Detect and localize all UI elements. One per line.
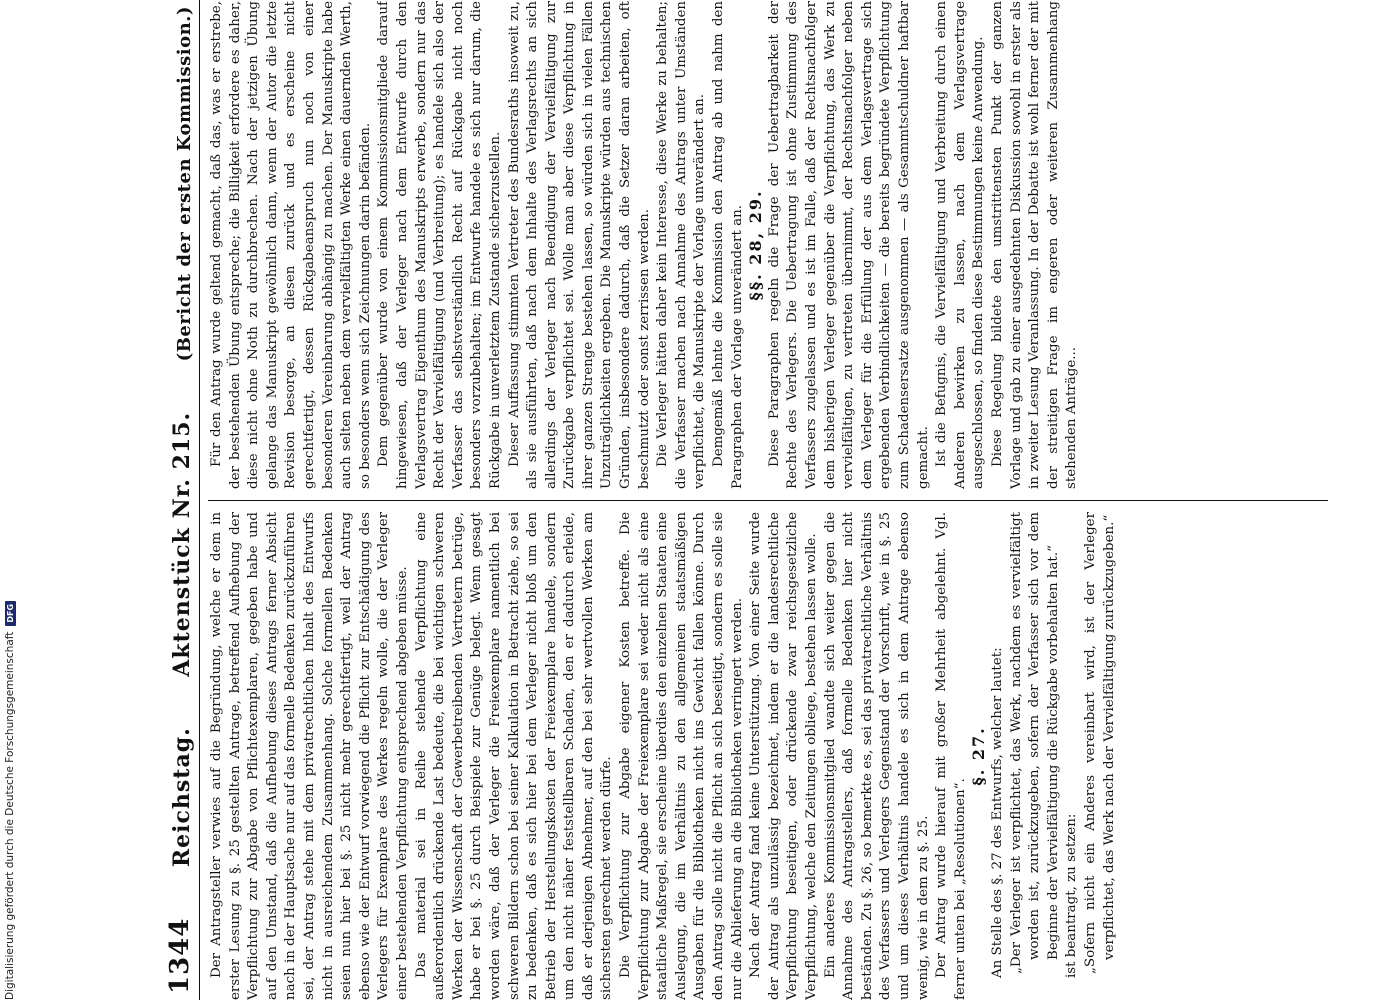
paragraph: An Stelle des §. 27 des Entwurfs, welcher lautet: xyxy=(989,647,1005,978)
column-divider xyxy=(208,500,1328,501)
paragraph: Das material sei in Reihe stehende Verpflichtung eine außerordentlich drückende Last bedeute, die bei wichtigen schweren Werken der Wissenschaft der Gewerbetreibenden Vertretern betrüge, habe er bei §. 25 durch Beispiele zur Genüge belegt. Wenn gesagt worden wäre, daß der Verleger die Freiexemplare namentlich bei schweren Bildern schon bei seiner Kalkulation in Betracht ziehe, so sei zu bedenken, daß es sich hier bei dem Verleger nicht bloß um den Betrieb der Herstellungskosten der Freiexemplare handele, sondern um den nicht näher feststellbaren Schaden, den er dadurch erleide, daß er derjenigen Abnehmer, auf den bei sehr wertvollen Werken am sichersten gerechnet werden dürfe. xyxy=(413,512,615,1000)
paragraph: ist beantragt, zu setzen: xyxy=(1064,813,1080,978)
paragraph: Die Verleger hätten daher kein Interesse, diese Werke zu behalten; die Verfasser machen nach Annahme des Antrags unter Umständen verpflichtet, die Manuskripte der Vorlage unverändert an. xyxy=(655,1,708,489)
paragraph: Diese Regelung bildete den umstrittensten Punkt der ganzen Vorlage und gab zu einer ausgedehnten Diskussion sowohl in erster als in zweiter Lesung Veranlassung. In der Debatte ist wohl ferner der mit der streitigen Frage im engeren oder weiteren Zusammenhang stehenden Anträge... xyxy=(989,1,1080,489)
paragraph: Der Antrag wurde hierauf mit großer Mehrheit abgelehnt. Vgl. ferner unten bei „Resolutionen“. xyxy=(934,512,968,1000)
digitization-footer xyxy=(2,0,18,1000)
paragraph: Der Antragsteller verwies auf die Begründung, welche er dem in erster Lesung zu §. 25 gestellten Antrage, betreffend Aufhebung der Verpflichtung zur Abgabe von Pflichtexemplaren, gegeben habe und auf den Umstand, daß die Aufhebung dieses Antrags ferner Absicht nach in der Hauptsache nur auf das formelle Bedenken zurückzuführen sei, der Antrag stehe mit dem privatrechtlichen Inhalt des Entwurfs nicht in ausreichendem Zusammenhang. Solche formellen Bedenken seien nun hier bei §. 25 nicht mehr gerechtfertigt, weil der Antrag ebenso wie der Entwurf vorwiegend die Pflicht zur Entschädigung des Verlegers für Exemplare des Werkes regeln wolle, die der Verleger einer bestehenden Verpflichtung entsprechend abgeben müsse. xyxy=(209,512,410,1000)
paragraph: „Der Verleger ist verpflichtet, das Werk, nachdem es vervielfältigt worden ist, zurückzugeben, sofern der Verfasser sich vor dem Beginne der Vervielfältigung die Rückgabe vorbehalten hat.“ xyxy=(1008,512,1061,974)
rotated-page-content xyxy=(160,0,1340,1000)
digitization-note: Digitalisierung gefördert durch die Deutsche Forschungsgemeinschaft xyxy=(4,631,16,1000)
text-columns xyxy=(208,0,1328,1000)
paragraph: Ist die Befugnis, die Vervielfältigung und Verbreitung durch einen Anderen bewirken zu lassen, nach dem Verlagsvertrage ausgeschlossen, so finden diese Bestimmungen keine Anwendung. xyxy=(934,1,987,489)
page-header xyxy=(160,0,200,1000)
paragraph: Demgemäß lehnte die Kommission den Antrag ab und nahm den Paragraphen der Vorlage unverändert an. xyxy=(711,1,745,489)
document-subject: (Bericht der ersten Kommission.) xyxy=(174,6,195,362)
paragraph: Die Verpflichtung zur Abgabe eigener Kosten betreffe. Die Verpflichtung zur Abgabe der Freiexemplare sei weder nicht als eine staatliche Maßregel, sie erscheine überdies den einzelnen Staaten eine Auslegung, die im Verhältnis zu den allgemeinen staatsmäßigen Ausgaben für die Bibliotheken nicht ins Gewicht fallen könne. Durch den Antrag solle nicht die Pflicht an sich beseitigt, sondern es solle sie nur die Ablieferung an die Bibliotheken verringert werden. xyxy=(618,512,745,1000)
paragraph: Dieser Auffassung stimmten Vertreter des Bundesraths insoweit zu, als sie ausführten, daß nach dem Inhalte des Verlagsrechts an sich allerdings der Verleger nach Beendigung der Vervielfältigung zur Zurückgabe verpflichtet sei. Wolle man aber diese Verpflichtung in ihrer ganzen Strenge bestehen lassen, so würden sich in vielen Fällen Unzuträglichkeiten ergeben. Die Manuskripte würden aus technischen Gründen, insbesondere dadurch, daß die Setzer daran arbeiten, oft beschmutzt oder sonst zerrissen werden. xyxy=(506,1,652,489)
publication-title: Reichstag. xyxy=(169,727,195,868)
page-number: 1344 xyxy=(165,917,195,994)
paragraph: Für den Antrag wurde geltend gemacht, daß das, was er erstrebe, der bestehenden Übung entspreche; die Billigkeit erfordere es daher, diese nicht ohne Noth zu durchbrechen. Nach der jetzigen Übung gelange das Manuskript gewöhnlich dann, wenn der Autor die letzte Revision besorge, an diesen zurück und es erscheine nicht gerechtfertigt, dessen Rückgabeanspruch nun noch von einer besonderen Vereinbarung abhängig zu machen. Der Manuskripte habe auch selten neben dem vervielfältigten Werke einen dauernden Werth, so besonders wenn sich Zeichnungen darin befänden. xyxy=(209,1,373,489)
dfg-logo: DFG xyxy=(5,601,16,626)
paragraph: Dem gegenüber wurde von einem Kommissionsmitgliede darauf hingewiesen, daß der Verleger nach dem Entwurfe durch den Verlagsvertrag Eigenthum des Manuskripts erwerbe, sondern nur das Recht der Vervielfältigung (und Verbreitung); es handele sich also der Verfasser das selbstverständlich Recht auf Rückgabe nicht noch besonders vorzubehalten; im Entwurfe handele es sich nur darum, die Rückgabe in unverletztem Zustande sicherzustellen. xyxy=(376,1,503,489)
paragraph: Nach der Antrag fand keine Unterstützung. Von einer Seite wurde der Antrag als unzulässig bezeichnet, indem er die landesrechtliche Verpflichtung beseitigen, oder drückende zwar reichsgesetzliche Verpflichtung, welche den Zeitungen obliege, bestehen lassen wolle. xyxy=(748,512,819,1000)
paragraph: Ein anderes Kommissionsmitglied wandte sich weiter gegen die Annahme des Antragstellers, daß formelle Bedenken hier nicht beständen. Zu §. 26, so bemerkte es, sei das privatrechtliche Verhältnis des Verfassers und Verlegers Gegenstand der Vorschrift, wie in §. 25 und um dieses Verhältnis handele es sich in dem Antrage ebenso wenig, wie in dem zu §. 25. xyxy=(822,512,931,1000)
paragraph: Diese Paragraphen regeln die Frage der Uebertragbarkeit der Rechte des Verlegers. Die Uebertragung ist ohne Zustimmung des Verfassers zugelassen und es ist im Falle, daß der Rechtsnachfolger dem bisherigen Verleger gegenüber die Verpflichtung, das Werk zu vervielfältigen, zu vertreten übernimmt, der Rechtsnachfolger neben dem Verleger für die Erfüllung der aus dem Verlagsvertrage sich ergebenden Verbindlichkeiten — die bereits begründete Verpflichtung zum Schadensersatze ausgenommen — als Gesammtschuldner haftbar gemacht. xyxy=(766,1,931,489)
section-heading: §§. 28, 29. xyxy=(746,189,766,301)
right-column xyxy=(208,1,1328,489)
document-number: Aktenstück Nr. 215. xyxy=(169,411,195,677)
paragraph: „Sofern nicht ein Anderes vereinbart wird, ist der Verleger verpflichtet, das Werk nach der Vervielfältigung zurückzugeben.“ xyxy=(1082,512,1117,974)
section-heading: §. 27. xyxy=(969,726,989,786)
left-column xyxy=(208,512,1328,1000)
